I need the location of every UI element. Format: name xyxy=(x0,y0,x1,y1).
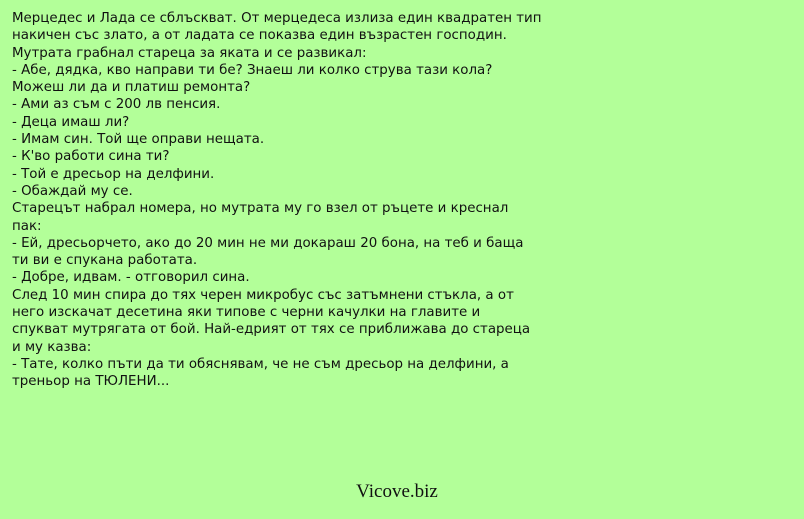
joke-line: - Ами аз съм с 200 лв пенсия. xyxy=(12,97,221,113)
joke-line: - Тате, колко пъти да ти обяснявам, че не съм дресьор на делфини, а xyxy=(12,356,509,372)
joke-line: и му казва: xyxy=(12,339,92,355)
joke-line: Мерцедес и Лада се сблъскват. От мерцедеса излиза един квадратен тип xyxy=(12,11,542,26)
joke-line: Мутрата грабнал стареца за яката и се развикал: xyxy=(12,45,367,61)
joke-line: - Деца имаш ли? xyxy=(12,114,130,130)
joke-line: спукват мутрягата от бой. Най-едрият от тях се приближава до стареца xyxy=(12,322,531,338)
joke-line: След 10 мин спира до тях черен микробус със затъмнени стъкла, а от xyxy=(12,287,514,303)
joke-text xyxy=(12,10,592,391)
joke-line: Старецът набрал номера, но мутрата му го взел от ръцете и креснал xyxy=(12,201,509,217)
joke-line: него изскачат десетина яки типове с черни качулки на главите и xyxy=(12,305,481,321)
joke-line: треньор на ТЮЛЕНИ... xyxy=(12,374,170,390)
joke-line: - Имам син. Той ще оправи нещата. xyxy=(12,132,265,148)
site-watermark: Vicove.biz xyxy=(356,481,438,502)
joke-line: - Абе, дядка, кво направи ти бе? Знаеш ли колко струва тази кола? xyxy=(12,62,493,78)
joke-line: - Обаждай му се. xyxy=(12,183,133,199)
joke-line: ти ви е спукана работата. xyxy=(12,253,198,269)
joke-line: - Добре, идвам. - отговорил сина. xyxy=(12,270,250,286)
joke-line: - Той е дресьор на делфини. xyxy=(12,166,215,182)
joke-line: - К'во работи сина ти? xyxy=(12,149,170,165)
joke-line: Можеш ли да и платиш ремонта? xyxy=(12,80,251,96)
joke-line: пак: xyxy=(12,218,42,234)
joke-line: накичен със злато, а от ладата се показва един възрастен господин. xyxy=(12,28,507,44)
joke-line: - Ей, дресьорчето, ако до 20 мин не ми докараш 20 бона, на теб и баща xyxy=(12,235,524,251)
